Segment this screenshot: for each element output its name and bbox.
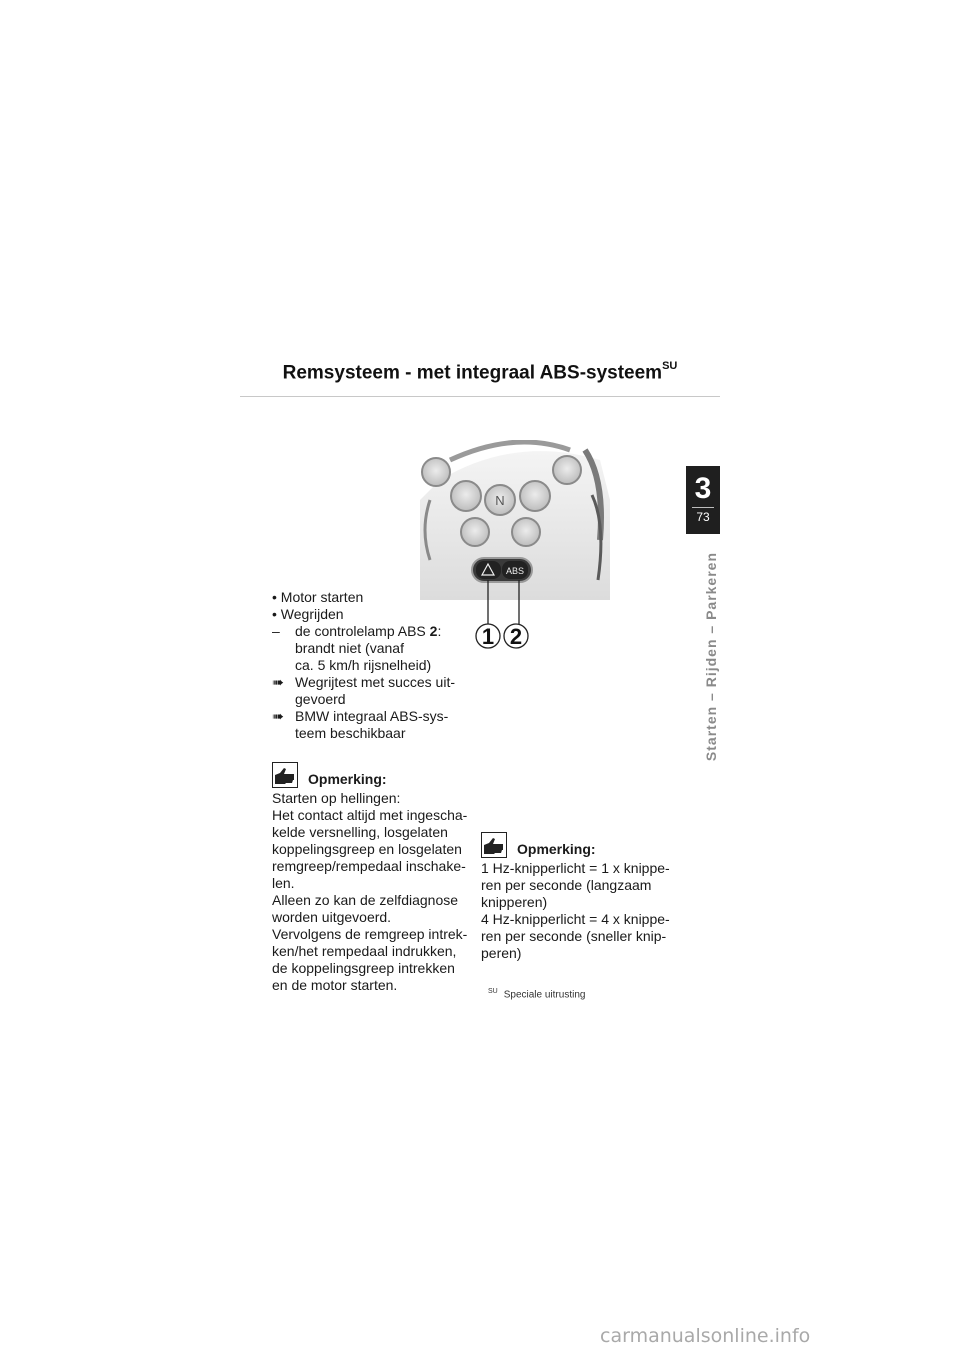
list-item: – de controlelamp ABS 2: brandt niet (vanaf ca. 5 km/h rijsnelheid) [272,623,442,673]
neutral-indicator-label: N [495,493,505,508]
chapter-number: 3 [694,472,712,505]
note-blink-frequency: Opmerking: 1 Hz-knipperlicht = 1 x knippe- ren per seconde (langzaam knipperen) 4 Hz-knipperlicht = 4 x knippe- ren per seconde (sneller knip- peren) [481,832,691,962]
list-item: ➠ BMW integraal ABS-sys- teem beschikbaar [272,708,449,741]
note-hand-icon [481,832,507,858]
figure-callouts [470,580,550,655]
callout-2: 2 [509,624,523,649]
list-item: • Motor starten [272,589,364,605]
abs-indicator-label: ABS [505,566,525,576]
arrow-icon: ➠ [272,674,284,690]
page-title: Remsysteem - met integraal ABS-systeem$^{SU}$ [282,360,678,384]
arrow-icon: ➠ [272,708,284,724]
note-hand-icon [272,762,298,788]
title-divider [240,396,720,397]
instrument-cluster-photo [420,440,610,600]
footnote: $^{SU}$ Speciale uitrusting [488,988,586,1001]
callout-1: 1 [481,624,495,649]
section-side-label: Starten – Rijden – Parkeren [703,552,719,762]
page-number: 73 [696,510,710,524]
start-procedure-list [272,589,472,742]
watermark: carmanualsonline.info [600,1325,811,1347]
note-starting-on-slopes: Opmerking: Starten op hellingen: Het contact altijd met ingescha- kelde versnelling, losgelaten koppelingsgreep en losgelaten remgreep/rempedaal inschake- len. Alleen zo kan de zelfdiagnose worden uitgevoerd. Vervolgens de remgreep intrek- ken/het rempedaal indrukken, de koppelingsgreep intrekken en de motor starten. [272,762,472,994]
list-item: • Wegrijden [272,606,344,622]
list-item: ➠ Wegrijtest met succes uit- gevoerd [272,674,456,707]
